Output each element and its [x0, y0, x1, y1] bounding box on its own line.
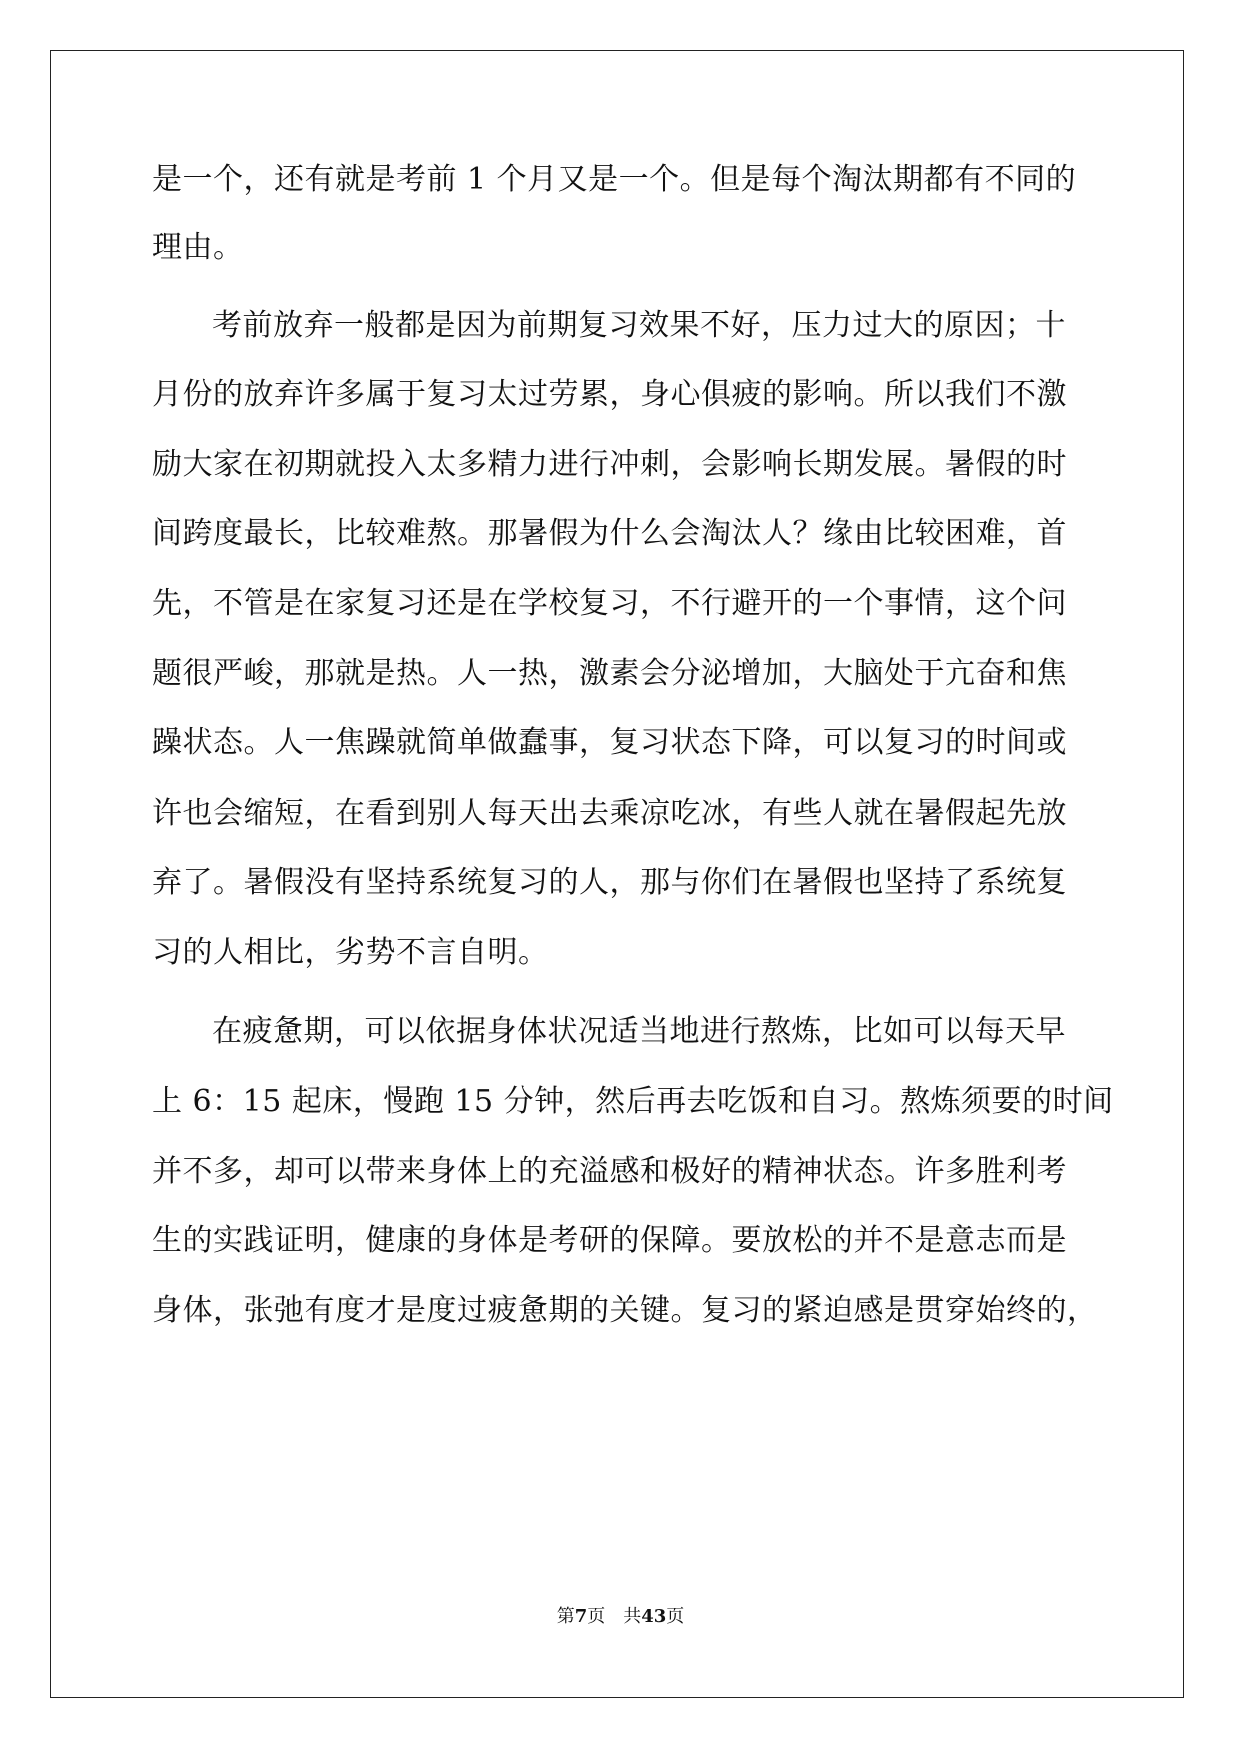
page-prefix: 第	[556, 1606, 575, 1627]
text-line: 先，不管是在家复习还是在学校复习，不行避开的一个事情，这个问	[152, 586, 1067, 621]
paragraph-first-line: 考前放弃一般都是因为前期复习效果不好，压力过大的原因；十	[212, 308, 1066, 343]
text-line: 题很严峻，那就是热。人一热，激素会分泌增加，大脑处于亢奋和焦	[152, 656, 1067, 691]
text-line: 励大家在初期就投入太多精力进行冲刺，会影响长期发展。暑假的时	[152, 447, 1067, 482]
text-line: 间跨度最长，比较难熬。那暑假为什么会淘汰人？缘由比较困难，首	[152, 516, 1067, 551]
text-line: 躁状态。人一焦躁就简单做蠢事，复习状态下降，可以复习的时间或	[152, 725, 1067, 760]
text-line: 习的人相比，劣势不言自明。	[152, 935, 549, 970]
text-line: 月份的放弃许多属于复习太过劳累，身心俱疲的影响。所以我们不激	[152, 377, 1067, 412]
text-line: 上 6：15 起床，慢跑 15 分钟，然后再去吃饭和自习。熬炼须要的时间	[152, 1084, 1114, 1119]
text-line: 许也会缩短，在看到别人每天出去乘凉吃冰，有些人就在暑假起先放	[152, 796, 1067, 831]
page-suffix: 页	[587, 1606, 606, 1627]
text-line: 生的实践证明，健康的身体是考研的保障。要放松的并不是意志而是	[152, 1223, 1067, 1258]
total-pages: 43	[641, 1606, 667, 1627]
text-line: 并不多，却可以带来身体上的充溢感和极好的精神状态。许多胜利考	[152, 1154, 1067, 1189]
page-footer	[0, 1605, 1241, 1629]
paragraph-first-line: 在疲惫期，可以依据身体状况适当地进行熬炼，比如可以每天早	[212, 1014, 1066, 1049]
text-line: 是一个，还有就是考前 1 个月又是一个。但是每个淘汰期都有不同的	[152, 162, 1077, 197]
page-number: 7	[574, 1606, 588, 1627]
total-prefix: 共	[623, 1606, 642, 1627]
text-line: 理由。	[152, 230, 244, 265]
text-line: 身体，张弛有度才是度过疲惫期的关键。复习的紧迫感是贯穿始终的，	[152, 1293, 1098, 1328]
total-suffix: 页	[666, 1606, 685, 1627]
text-line: 弃了。暑假没有坚持系统复习的人，那与你们在暑假也坚持了系统复	[152, 865, 1067, 900]
